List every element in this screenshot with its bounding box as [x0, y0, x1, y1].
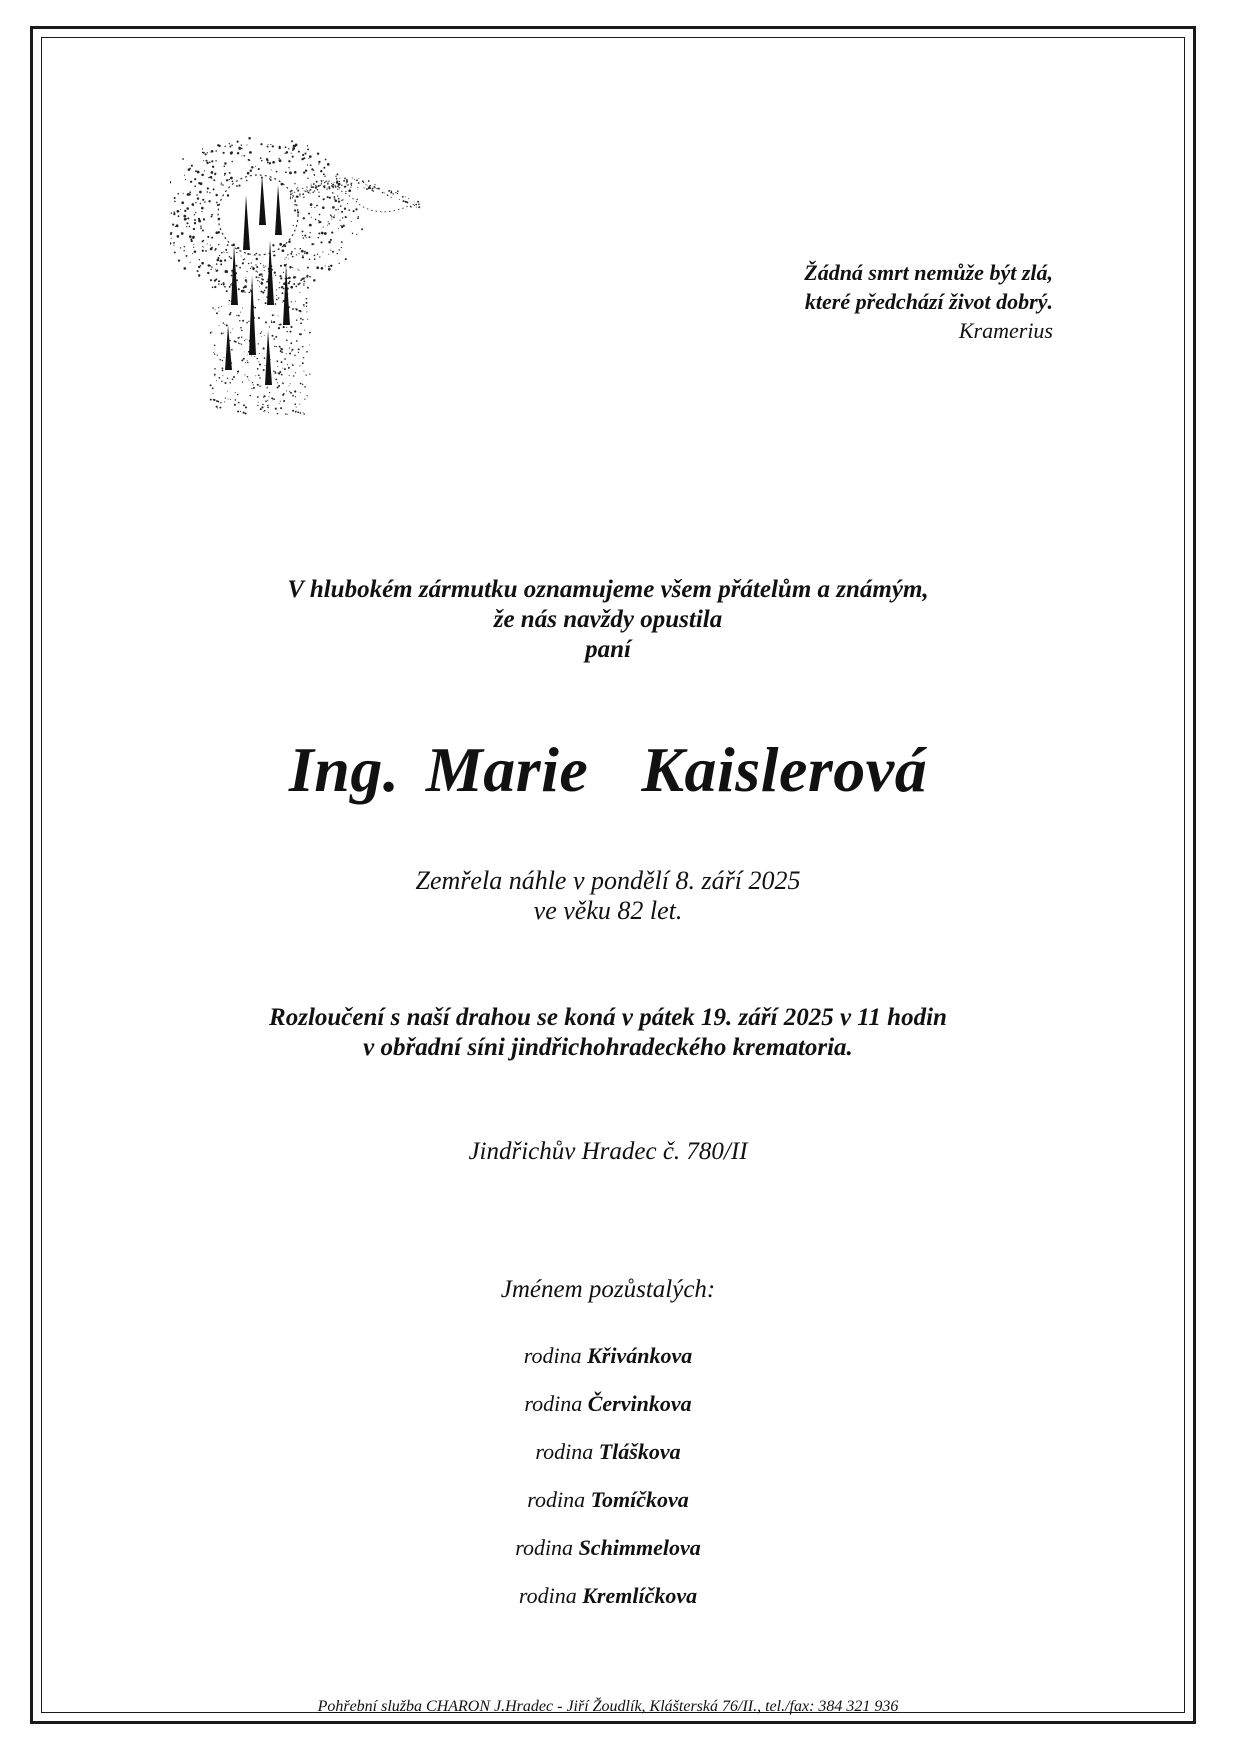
farewell-info	[0, 1003, 1216, 1063]
family-item	[0, 1488, 1216, 1536]
on-behalf-heading: Jménem pozůstalých:	[500, 1276, 716, 1303]
deceased-name: Ing. Marie Kaislerová	[288, 734, 928, 805]
family-item	[0, 1392, 1216, 1440]
announcement-intro	[0, 575, 1216, 665]
family-list	[0, 1344, 1216, 1632]
family-name: Křivánkova	[587, 1343, 693, 1368]
family-prefix: rodina	[515, 1535, 574, 1560]
death-info	[0, 866, 1216, 926]
quote-line: Žádná smrt nemůže být zlá,	[804, 260, 1053, 285]
family-item	[0, 1536, 1216, 1584]
family-prefix: rodina	[524, 1391, 583, 1416]
family-prefix: rodina	[527, 1487, 586, 1512]
family-name: Červinkova	[587, 1391, 692, 1416]
family-prefix: rodina	[518, 1583, 577, 1608]
family-name: Schimmelova	[578, 1535, 701, 1560]
intro-line: paní	[585, 636, 631, 663]
family-name: Tláškova	[598, 1439, 681, 1464]
quote-block	[804, 258, 1053, 345]
footer-text: Pohřební služba CHARON J.Hradec - Jiří Žoudlík, Klášterská 76/II., tel./fax: 384 321 936	[317, 1698, 899, 1715]
farewell-line: Rozloučení s naší drahou se koná v pátek 19. září 2025 v 11 hodin	[269, 1004, 947, 1031]
family-prefix: rodina	[535, 1439, 594, 1464]
quote-line: které předchází život dobrý.	[804, 289, 1053, 314]
family-item	[0, 1344, 1216, 1392]
intro-line: V hlubokém zármutku oznamujeme všem přátelům a známým,	[287, 576, 929, 603]
family-item	[0, 1584, 1216, 1632]
family-item	[0, 1440, 1216, 1488]
funeral-service-footer	[0, 1697, 1216, 1717]
address: Jindřichův Hradec č. 780/II	[468, 1138, 748, 1165]
death-line: Zemřela náhle v pondělí 8. září 2025	[415, 866, 801, 895]
family-name: Kremlíčkova	[582, 1583, 698, 1608]
quote-author: Kramerius	[958, 318, 1053, 343]
family-prefix: rodina	[523, 1343, 582, 1368]
family-name: Tomíčkova	[590, 1487, 689, 1512]
intro-line: že nás navždy opustila	[493, 606, 723, 633]
death-line: ve věku 82 let.	[533, 896, 683, 925]
candle-moon-illustration	[170, 135, 480, 455]
farewell-line: v obřadní síni jindřichohradeckého krematoria.	[363, 1034, 853, 1061]
